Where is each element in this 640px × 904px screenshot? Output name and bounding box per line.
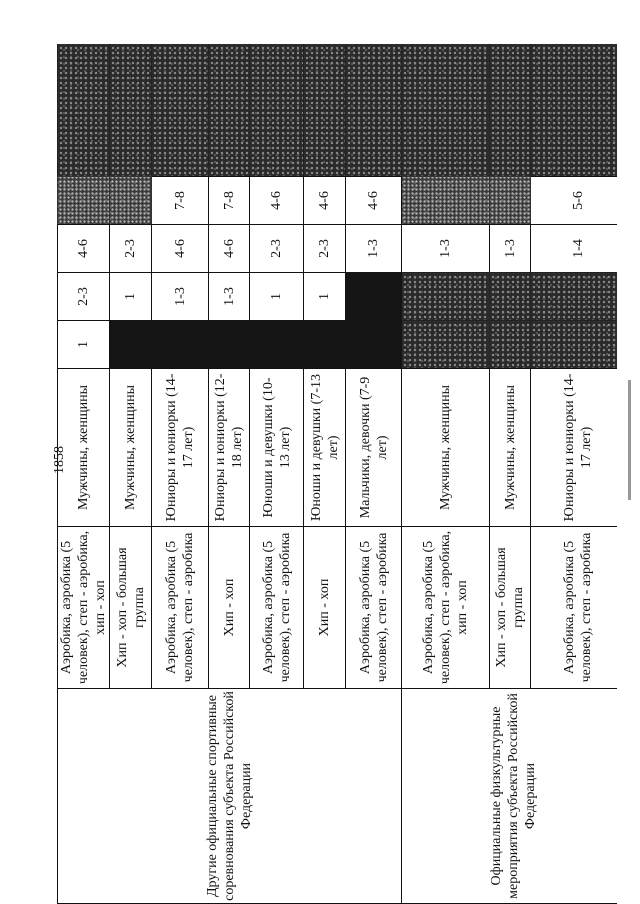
shaded-cell [402, 177, 490, 225]
category-cell: Мужчины, женщины [110, 369, 152, 527]
place-cell: 7-8 [209, 177, 250, 225]
shaded-cell [152, 321, 209, 369]
discipline-cell: Аэробика, аэробика (5 человек), степ - аэробика [152, 527, 209, 689]
shaded-cell [490, 273, 531, 321]
discipline-cell: Аэробика, аэробика (5 человек), степ - аэробика [250, 527, 304, 689]
sports-category-table [57, 44, 617, 904]
shaded-cell [402, 273, 490, 321]
place-cell: 2-3 [110, 225, 152, 273]
shaded-cell [531, 321, 617, 369]
category-cell: Мужчины, женщины [490, 369, 531, 527]
place-cell: 1-3 [490, 225, 531, 273]
place-cell: 2-3 [250, 225, 304, 273]
shaded-cell [250, 44, 304, 177]
category-cell: Мужчины, женщины [402, 369, 490, 527]
shaded-cell [209, 321, 250, 369]
discipline-cell: Аэробика, аэробика (5 человек), степ - аэробика [531, 527, 617, 689]
place-cell: 4-6 [346, 177, 402, 225]
shaded-cell [152, 44, 209, 177]
shaded-cell [346, 273, 402, 321]
table-frame [57, 44, 617, 904]
shaded-cell [490, 177, 531, 225]
place-cell: 4-6 [152, 225, 209, 273]
place-cell: 4-6 [250, 177, 304, 225]
shaded-cell [531, 44, 617, 177]
place-cell: 4-6 [304, 177, 346, 225]
table-row [402, 44, 490, 904]
discipline-cell: Аэробика, аэробика (5 человек), степ - аэробика, хип - хоп [58, 527, 110, 689]
place-cell: 2-3 [304, 225, 346, 273]
discipline-cell: Аэробика, аэробика (5 человек), степ - аэробика, хип - хоп [402, 527, 490, 689]
place-cell: 1-4 [531, 225, 617, 273]
shaded-cell [110, 321, 152, 369]
place-cell: 1-3 [152, 273, 209, 321]
shaded-cell [490, 321, 531, 369]
shaded-cell [110, 44, 152, 177]
shaded-cell [209, 44, 250, 177]
group-name-cell: Официальные физкультурные мероприятия субъекта Российской Федерации [402, 689, 617, 904]
place-cell: 1-3 [209, 273, 250, 321]
shaded-cell [304, 321, 346, 369]
place-cell: 2-3 [58, 273, 110, 321]
place-cell: 1-3 [402, 225, 490, 273]
discipline-cell: Хип - хоп [304, 527, 346, 689]
category-cell: Юниоры и юниорки (12-18 лет) [209, 369, 250, 527]
shaded-cell [402, 44, 490, 177]
category-cell: Юниоры и юниорки (14-17 лет) [531, 369, 617, 527]
rotated-content [57, 44, 617, 904]
category-cell: Мужчины, женщины [58, 369, 110, 527]
table-row [58, 44, 110, 904]
place-cell: 1 [250, 273, 304, 321]
shaded-cell [304, 44, 346, 177]
place-cell: 4-6 [209, 225, 250, 273]
shaded-cell [58, 44, 110, 177]
shaded-cell [531, 273, 617, 321]
discipline-cell: Хип - хоп [209, 527, 250, 689]
shaded-cell [58, 177, 110, 225]
page-number: 1858 [52, 446, 67, 474]
shaded-cell [250, 321, 304, 369]
shaded-cell [110, 177, 152, 225]
shaded-cell [346, 44, 402, 177]
discipline-cell: Хип - хоп - большая группа [110, 527, 152, 689]
category-cell: Юниоры и юниорки (14-17 лет) [152, 369, 209, 527]
place-cell: 4-6 [58, 225, 110, 273]
category-cell: Юноши и девушки (10-13 лет) [250, 369, 304, 527]
place-cell: 1-3 [346, 225, 402, 273]
category-cell: Мальчики, девочки (7-9 лет) [346, 369, 402, 527]
shaded-cell [346, 321, 402, 369]
place-cell: 5-6 [531, 177, 617, 225]
discipline-cell: Хип - хоп - большая группа [490, 527, 531, 689]
shaded-cell [490, 44, 531, 177]
place-cell: 1 [110, 273, 152, 321]
place-cell: 1 [304, 273, 346, 321]
place-cell: 7-8 [152, 177, 209, 225]
place-cell: 1 [58, 321, 110, 369]
discipline-cell: Аэробика, аэробика (5 человек), степ - аэробика [346, 527, 402, 689]
group-name-cell: Другие официальные спортивные соревнования субъекта Российской Федерации [58, 689, 402, 904]
shaded-cell [402, 321, 490, 369]
scan-edge [628, 380, 631, 500]
category-cell: Юноши и девушки (7-13 лет) [304, 369, 346, 527]
